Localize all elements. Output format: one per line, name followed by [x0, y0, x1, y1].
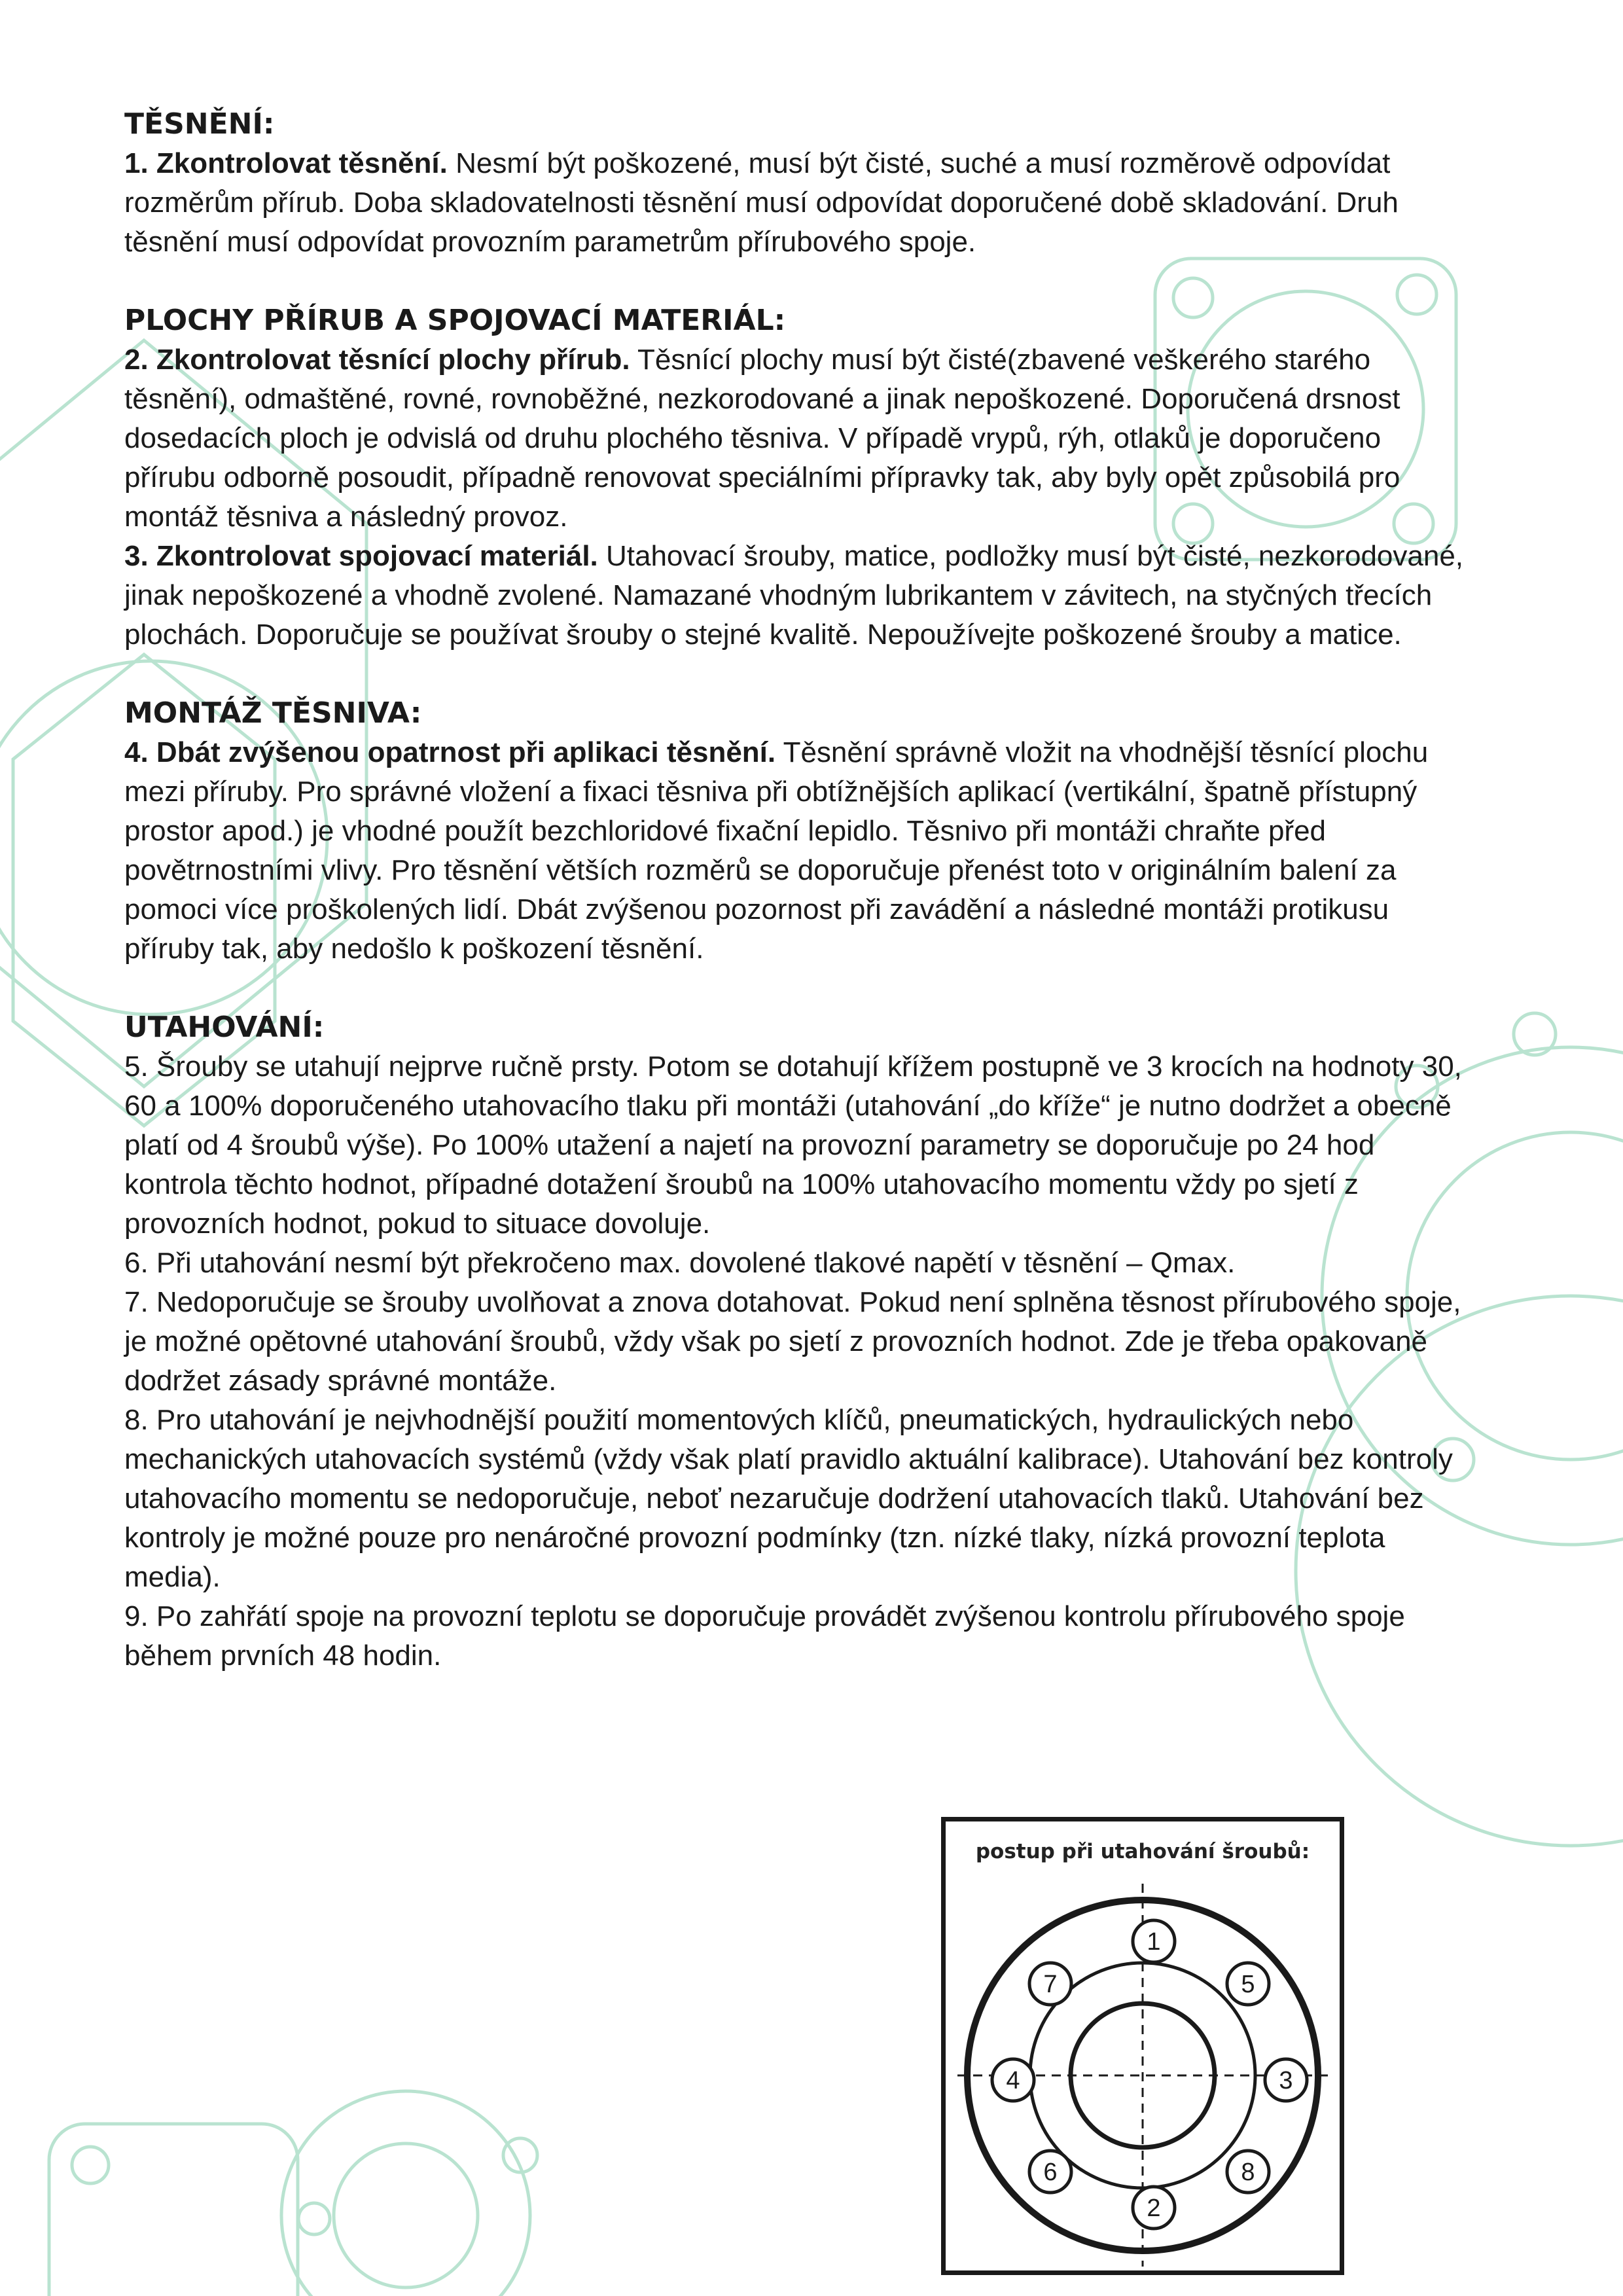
bolt-2: [1133, 2187, 1175, 2229]
bolt-6: [1029, 2151, 1071, 2193]
paragraph-text: 8. Pro utahování je nejvhodnější použití momentových klíčů, pneumatických, hydraulických nebo mechanických utahovacích systémů (vždy však platí pravidlo aktuální kalibrace). Utahování bez kontroly utahovacího momentu se nedoporučuje, neboť nezaručuje dodržení utahovacích tlaků. Utahování bez kontroly je možné pouze pro nenáročné provozní podmínky (tzn. nízké tlaky, nízká provozní teplota media).: [124, 1404, 1453, 1593]
bolt-5: [1227, 1963, 1269, 2005]
paragraph: [124, 1597, 1472, 1676]
bolt-label: 1: [1147, 1928, 1161, 1956]
bolt-3: [1265, 2059, 1307, 2101]
section-heading: UTAHOVÁNÍ:: [124, 1011, 325, 1044]
paragraph-text: Nesmí být poškozené, musí být čisté, suché a musí rozměrově odpovídat rozměrům přírub. Doba skladovatelnosti těsnění musí odpovídat doporučené době skladování. Druh těsnění musí odpovídat provozním parametrům přírubového spoje.: [124, 147, 1399, 258]
bolt-label: 2: [1147, 2195, 1161, 2222]
section-installation: [124, 694, 1472, 969]
paragraph: [124, 537, 1472, 655]
section-heading: MONTÁŽ TĚSNIVA:: [124, 696, 422, 730]
paragraph-text: 7. Nedoporučuje se šrouby uvolňovat a znova dotahovat. Pokud není splněna těsnost přírubového spoje, je možné opětovné utahování šroubů, vždy však po sjetí z provozních hodnot. Zde je třeba opakovaně dodržet zásady správné montáže.: [124, 1286, 1461, 1397]
paragraph: [124, 144, 1472, 262]
section-gasket: [124, 105, 1472, 262]
paragraph-title: 4. Dbát zvýšenou opatrnost při aplikaci těsnění.: [124, 736, 776, 768]
section-heading: PLOCHY PŘÍRUB A SPOJOVACÍ MATERIÁL:: [124, 304, 786, 337]
deco-hole: [298, 2203, 330, 2234]
paragraph: [124, 733, 1472, 969]
paragraph-text: Těsnění správně vložit na vhodnější těsnící plochu mezi příruby. Pro správné vložení a fixaci těsniva při obtížnějších aplikací (vertikální, špatně přístupný prostor apod.) je vhodné použít bezchloridové fixační lepidlo. Těsnivo při montáži chraňte před povětrnostními vlivy. Pro těsnění větších rozměrů se doporučuje přenést toto v originálním balení za pomoci více proškolených lidí. Dbát zvýšenou pozornost při zavádění a následné montáži protikusu příruby tak, aby nedošlo k poškození těsnění.: [124, 736, 1429, 965]
diagram-title: postup při utahování šroubů:: [975, 1840, 1310, 1863]
paragraph-text: Utahovací šrouby, matice, podložky musí být čisté, nezkorodované, jinak nepoškozené a vhodně zvolené. Namazané vhodným lubrikantem v závitech, na styčných třecích plochách. Doporučuje se používat šrouby o stejné kvalitě. Nepoužívejte poškozené šrouby a matice.: [124, 540, 1464, 651]
document-body: [124, 105, 1472, 1715]
paragraph-title: 2. Zkontrolovat těsnící plochy přírub.: [124, 344, 630, 376]
paragraph: [124, 1244, 1472, 1283]
bolt-label: 4: [1006, 2067, 1020, 2094]
bolt-4: [992, 2059, 1034, 2101]
paragraph: [124, 1283, 1472, 1401]
paragraph-text: 9. Po zahřátí spoje na provozní teplotu se doporučuje provádět zvýšenou kontrolu přírubového spoje během prvních 48 hodin.: [124, 1600, 1405, 1672]
paragraph-text: Těsnící plochy musí být čisté(zbavené veškerého starého těsnění), odmaštěné, rovné, rovnoběžné, nezkorodované a jinak nepoškozené. Doporučená drsnost dosedacích ploch je odvislá od druhu plochého těsniva. V případě vrypů, rýh, otlaků je doporučeno přírubu odborně posoudit, případně renovovat speciálními přípravky tak, aby byly opět způsobilá pro montáž těsniva a následný provoz.: [124, 344, 1400, 533]
bolt-7: [1029, 1963, 1071, 2005]
bolt-sequence-diagram: [941, 1817, 1344, 2275]
deco-hole: [72, 2147, 109, 2183]
paragraph: [124, 1401, 1472, 1597]
section-flange-surfaces: [124, 301, 1472, 655]
bolt-label: 8: [1241, 2159, 1255, 2186]
section-tightening: [124, 1008, 1472, 1676]
bolt-label: 7: [1043, 1971, 1058, 1998]
deco-square-flange-bottom: [49, 2124, 298, 2296]
paragraph-title: 3. Zkontrolovat spojovací materiál.: [124, 540, 598, 572]
paragraph: [124, 340, 1472, 537]
paragraph-title: 1. Zkontrolovat těsnění.: [124, 147, 448, 179]
bolt-label: 3: [1279, 2067, 1293, 2094]
bolt-1: [1133, 1920, 1175, 1962]
deco-ring-bottom: [281, 2091, 530, 2296]
paragraph-text: 5. Šrouby se utahují nejprve ručně prsty. Potom se dotahují křížem postupně ve 3 krocích na hodnoty 30, 60 a 100% doporučeného utahovacího tlaku při montáži (utahování „do kříže“ je nutno dodržet a obecně platí od 4 šroubů výše). Po 100% utažení a najetí na provozní parametry se doporučuje po 24 hod kontrola těchto hodnot, případné dotažení šroubů na 100% utahovacího momentu vždy po sjetí z provozních hodnot, pokud to situace dovoluje.: [124, 1050, 1462, 1240]
paragraph-text: 6. Při utahování nesmí být překročeno max. dovolené tlakové napětí v těsnění – Qmax.: [124, 1247, 1236, 1279]
bolt-label: 5: [1241, 1971, 1255, 1998]
flange-drawing: [946, 1821, 1340, 2270]
bolt-label: 6: [1043, 2159, 1058, 2186]
section-heading: TĚSNĚNÍ:: [124, 107, 275, 141]
deco-ring-bottom-inner: [334, 2144, 478, 2287]
paragraph: [124, 1047, 1472, 1244]
bolt-8: [1227, 2151, 1269, 2193]
